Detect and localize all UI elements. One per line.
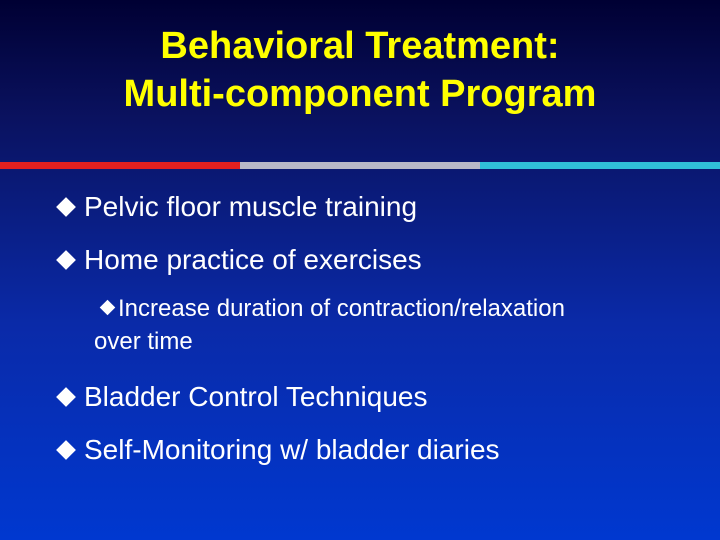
bullet-text: Pelvic floor muscle training: [84, 191, 418, 222]
diamond-bullet-icon: [56, 197, 76, 217]
bullet-item: [56, 190, 696, 224]
bullet-list: [56, 190, 696, 486]
title-divider: [0, 162, 720, 169]
divider-segment-red: [0, 162, 240, 169]
bullet-item: [56, 433, 696, 467]
diamond-bullet-icon: [56, 440, 76, 460]
diamond-bullet-icon: [56, 387, 76, 407]
divider-segment-gray: [240, 162, 480, 169]
title-line-2: Multi-component Program: [123, 73, 597, 115]
bullet-text: Self-Monitoring w/ bladder diaries: [84, 434, 500, 465]
sub-bullet-item: [94, 292, 654, 358]
diamond-bullet-icon: [56, 250, 76, 270]
title-line-1: Behavioral Treatment:: [160, 25, 560, 67]
bullet-text: Bladder Control Techniques: [84, 381, 428, 412]
divider-segment-cyan: [480, 162, 720, 169]
slide-title: [0, 22, 720, 118]
bullet-text: Home practice of exercises: [84, 244, 422, 275]
bullet-item: [56, 243, 696, 277]
sub-bullet-text-line-2: over time: [94, 328, 193, 355]
sub-bullet-text-line-1: Increase duration of contraction/relaxation: [118, 295, 565, 322]
bullet-item: [56, 380, 696, 414]
